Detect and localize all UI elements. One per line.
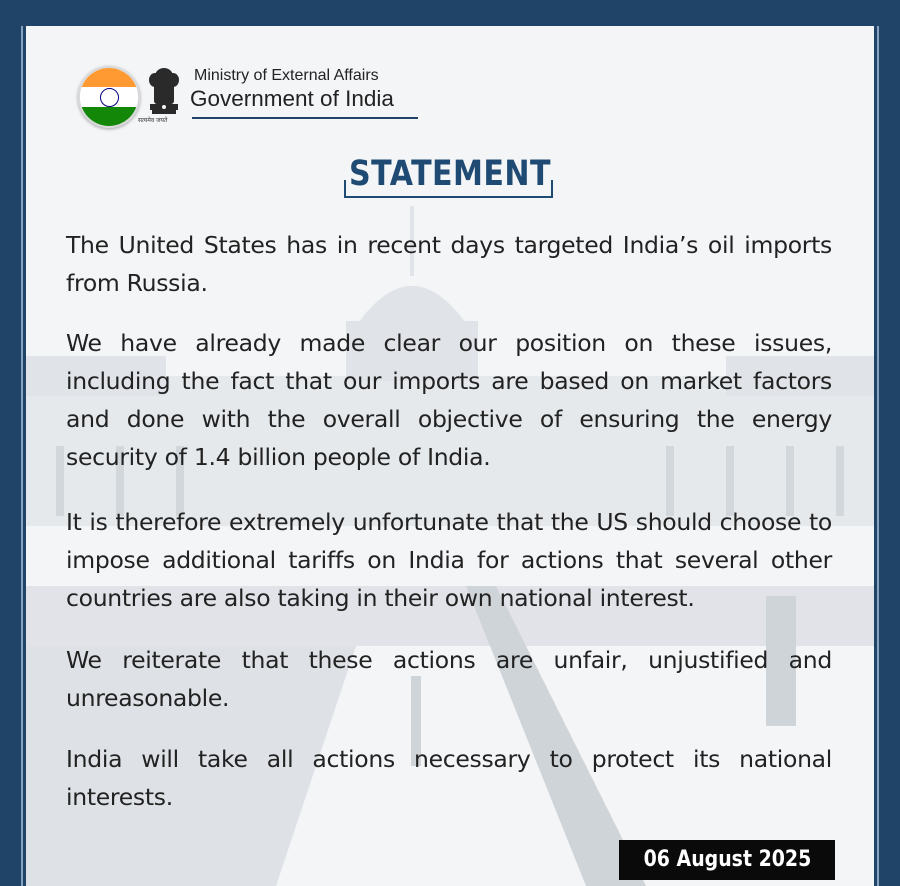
india-flag-icon <box>78 66 140 128</box>
statement-paragraph: India will take all actions necessary to protect its national interests. <box>66 745 832 811</box>
date-badge <box>619 840 835 880</box>
statement-paragraph: We reiterate that these actions are unfair, unjustified and unreasonable. <box>66 646 832 712</box>
left-frame-edge <box>0 26 26 886</box>
right-frame-edge <box>874 26 900 886</box>
date-text: 06 August 2025 <box>643 847 811 872</box>
government-name: Government of India <box>190 86 394 111</box>
statement-paragraph: It is therefore extremely unfortunate that the US should choose to impose additional tariffs on India for actions that several other countries are also taking in their own national interest. <box>66 508 832 612</box>
statement-paragraph: We have already made clear our position on these issues, including the fact that our imports are based on market factors and done with the overall objective of ensuring the energy security of 1.4 billion people of India. <box>66 329 832 471</box>
title-bracket-bottom <box>344 196 553 198</box>
ministry-name: Ministry of External Affairs <box>194 67 379 84</box>
header-underline <box>192 117 418 119</box>
ashoka-chakra-icon <box>100 88 119 107</box>
statement-paragraph: The United States has in recent days targeted India’s oil imports from Russia. <box>66 231 832 297</box>
emblem-motto: सत्यमेव जयते <box>138 117 168 124</box>
page-title: STATEMENT <box>348 154 552 194</box>
